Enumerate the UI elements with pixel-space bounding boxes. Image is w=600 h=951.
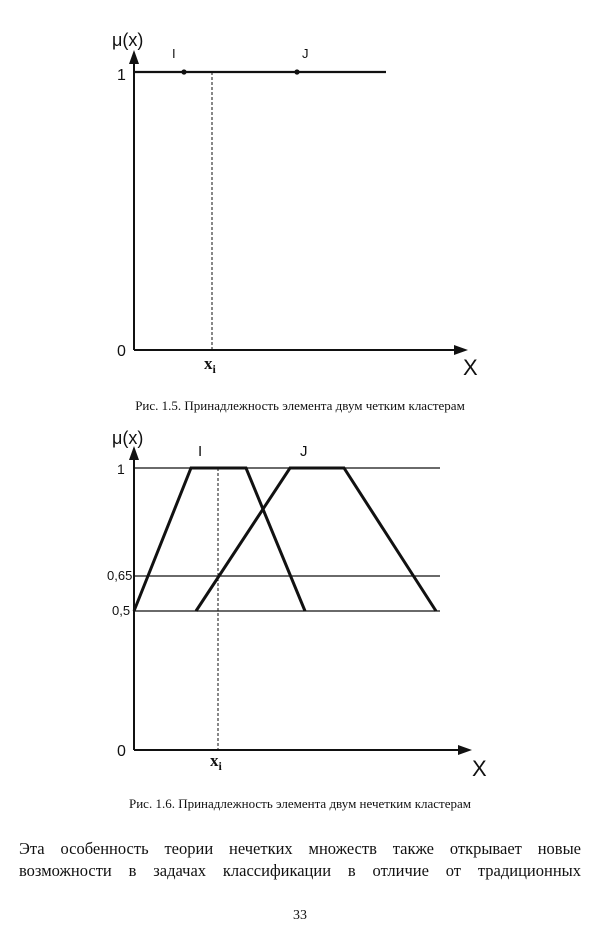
cluster-i-point	[181, 69, 186, 74]
xi-main: x	[210, 751, 219, 770]
xi-subscript: i	[212, 362, 216, 376]
x-axis-label: X	[463, 355, 478, 380]
cluster-i-membership	[134, 468, 305, 611]
page-number: 33	[293, 908, 307, 923]
fuzzy-membership-chart	[0, 420, 600, 800]
y-axis-label: μ(x)	[112, 30, 144, 50]
x-axis-arrow	[458, 745, 472, 755]
y-tick-0: 0	[117, 743, 126, 760]
y-tick-05: 0,5	[112, 603, 131, 618]
xi-subscript: i	[218, 759, 222, 773]
x-axis-label: X	[472, 756, 487, 781]
cluster-label-i: I	[198, 443, 203, 460]
figure-1-5-caption: Рис. 1.5. Принадлежность элемента двум четким кластерам	[135, 398, 465, 413]
body-line-2: возможности в задачах классификации в отличие от традиционных	[19, 861, 581, 880]
y-axis-arrow	[129, 446, 139, 460]
cluster-j-membership	[196, 468, 436, 611]
x-axis-arrow	[454, 345, 468, 355]
body-line-1: Эта особенность теории нечетких множеств также открывает новые	[19, 839, 581, 858]
y-axis-label: μ(x)	[112, 428, 144, 448]
body-paragraph	[19, 838, 581, 882]
cluster-label-j: J	[300, 443, 308, 460]
xi-main: x	[204, 354, 213, 373]
figure-1-6	[0, 420, 600, 800]
xi-label	[204, 354, 217, 376]
cluster-j-point	[294, 69, 299, 74]
xi-label	[210, 751, 223, 773]
y-tick-1: 1	[117, 67, 126, 84]
y-axis-arrow	[129, 50, 139, 64]
y-tick-0: 0	[117, 343, 126, 360]
y-tick-1: 1	[117, 461, 125, 477]
cluster-label-i: I	[172, 46, 176, 61]
cluster-label-j: J	[302, 46, 309, 61]
figure-1-5	[0, 0, 600, 390]
figure-1-6-caption: Рис. 1.6. Принадлежность элемента двум нечетким кластерам	[128, 796, 471, 811]
crisp-membership-chart	[0, 0, 600, 390]
y-tick-065: 0,65	[107, 568, 133, 583]
